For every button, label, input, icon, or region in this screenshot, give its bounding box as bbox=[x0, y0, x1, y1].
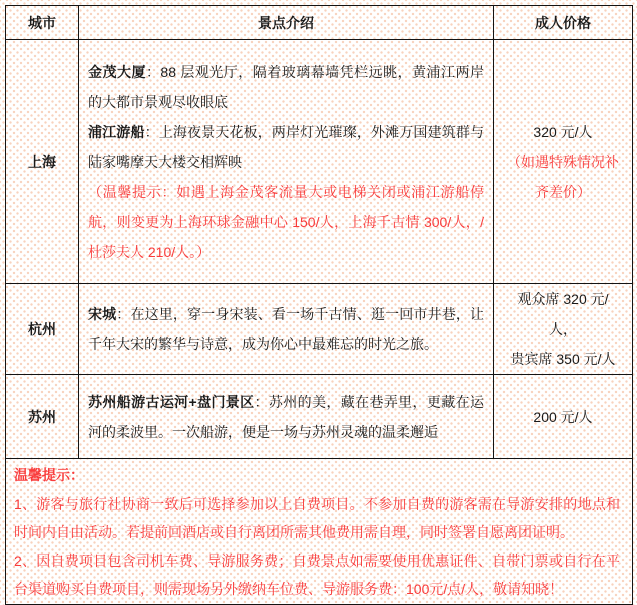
attraction-desc: ：在这里，穿一身宋装、看一场千古情、逛一回市井巷，让千年大宋的繁华与诗意，成为你心中最难忘的时光之旅。 bbox=[88, 306, 484, 352]
attraction-name: 苏州船游古运河+盘门景区 bbox=[88, 393, 255, 410]
attraction-item bbox=[88, 299, 484, 359]
intro-cell-hangzhou bbox=[79, 284, 494, 375]
city-name-shanghai: 上海 bbox=[6, 40, 79, 284]
price-cell-hangzhou bbox=[494, 284, 633, 375]
table-row-notes bbox=[6, 459, 633, 605]
header-city: 城市 bbox=[6, 6, 79, 40]
attraction-desc: ：上海夜景天花板，两岸灯光璀璨，外滩万国建筑群与陆家嘴摩天大楼交相辉映 bbox=[88, 123, 484, 170]
price-cell-suzhou bbox=[494, 375, 633, 459]
attraction-item bbox=[88, 117, 484, 177]
price-value: 320 元/人 bbox=[533, 123, 593, 140]
price-cell-shanghai bbox=[494, 40, 633, 284]
notes-section bbox=[6, 459, 633, 605]
notes-title: 温馨提示： bbox=[14, 467, 84, 483]
price-line-audience: 观众席 320 元/人， bbox=[517, 291, 609, 337]
attraction-name: 浦江游船 bbox=[88, 123, 145, 140]
city-name-hangzhou: 杭州 bbox=[6, 284, 79, 375]
intro-cell-shanghai bbox=[79, 40, 494, 284]
header-intro: 景点介绍 bbox=[79, 6, 494, 40]
intro-warning-note: （温馨提示：如遇上海金茂客流量大或电梯关闭或浦江游船停航，则变更为上海环球金融中心 150/人，上海千古情 300/人，/杜莎夫人 210/人。） bbox=[88, 183, 484, 260]
table-row-suzhou bbox=[6, 375, 633, 459]
attraction-item bbox=[88, 387, 484, 447]
table-row-hangzhou bbox=[6, 284, 633, 375]
attraction-name: 金茂大厦 bbox=[88, 63, 146, 80]
tour-price-table bbox=[5, 5, 633, 605]
attraction-desc: ：苏州的美，藏在巷弄里，更藏在运河的柔波里。一次船游，便是一场与苏州灵魂的温柔邂逅 bbox=[88, 393, 484, 440]
price-note: （如遇特殊情况补齐差价） bbox=[507, 153, 619, 200]
price-value: 200 元/人 bbox=[533, 408, 593, 425]
notes-item-2: 2、因自费项目包含司机车费、导游服务费；自费景点如需要使用优惠证件、自带门票或自行在平台渠道购买自费项目，则需现场另外缴纳车位费、导游服务费：100元/点/人，敬请知晓！ bbox=[14, 552, 620, 598]
attraction-name: 宋城 bbox=[88, 306, 117, 322]
header-price: 成人价格 bbox=[494, 6, 633, 40]
notes-item-1: 1、游客与旅行社协商一致后可选择参加以上自费项目。不参加自费的游客需在导游安排的地点和时间内自由活动。若提前回酒店或自行离团所需其他费用需自理，同时签署自愿离团证明。 bbox=[14, 495, 620, 541]
document-page bbox=[5, 5, 632, 598]
table-row-shanghai bbox=[6, 40, 633, 284]
city-name-suzhou: 苏州 bbox=[6, 375, 79, 459]
attraction-item bbox=[88, 57, 484, 117]
attraction-desc: ：88 层观光厅，隔着玻璃幕墙凭栏远眺，黄浦江两岸的大都市景观尽收眼底 bbox=[88, 63, 485, 110]
table-header-row bbox=[6, 6, 633, 40]
price-line-vip: 贵宾席 350 元/人 bbox=[510, 351, 616, 367]
intro-cell-suzhou bbox=[79, 375, 494, 459]
